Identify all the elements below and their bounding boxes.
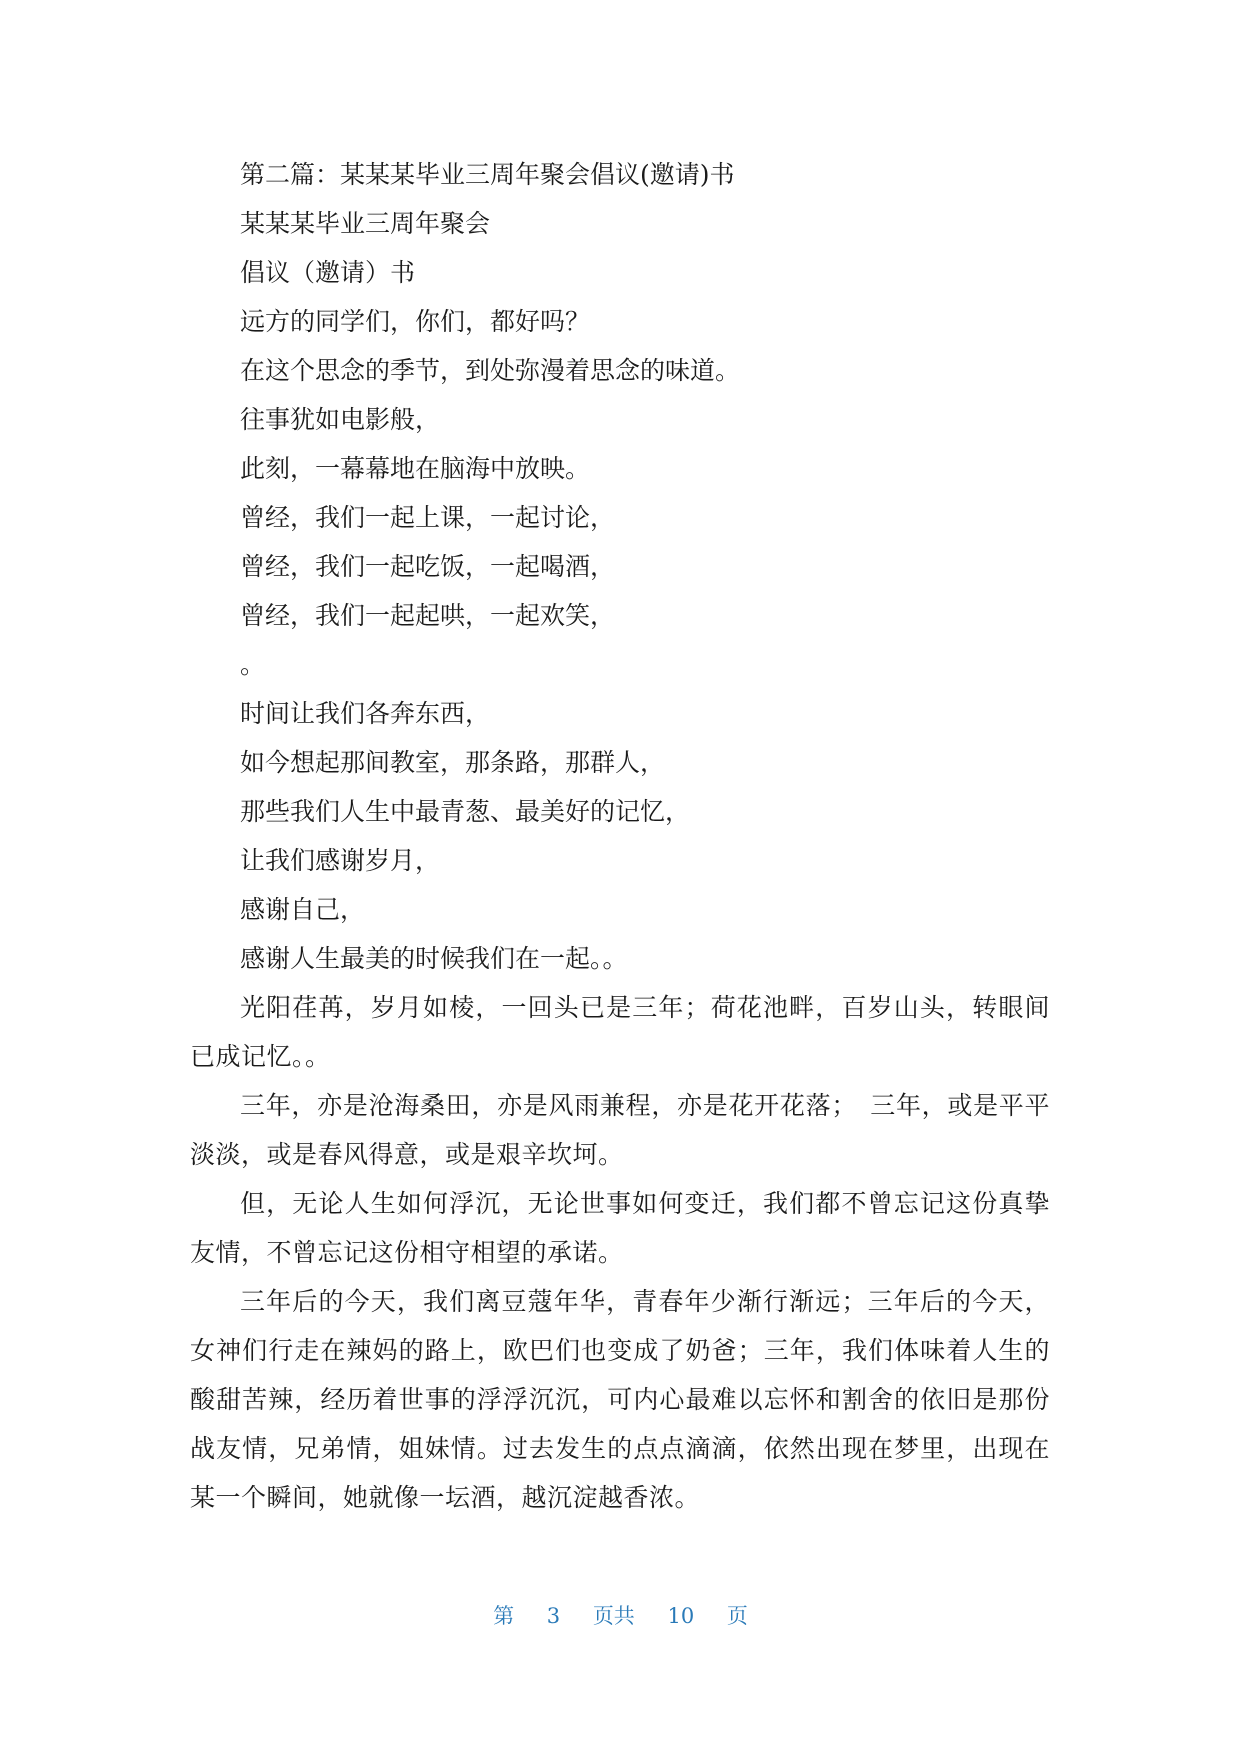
document-body: [190, 150, 1050, 1522]
text-line: 远方的同学们，你们，都好吗？: [240, 307, 591, 336]
page-footer: [0, 1600, 1241, 1630]
text-line: 往事犹如电影般，: [240, 405, 441, 434]
text-line: 那些我们人生中最青葱、最美好的记忆，: [240, 797, 691, 826]
text-line: 曾经，我们一起吃饭，一起喝酒，: [240, 552, 616, 581]
total-page-count: 10: [667, 1604, 695, 1628]
section-title: 第二篇：某某某毕业三周年聚会倡议(邀请)书: [240, 160, 735, 189]
footer-middle: 页共: [592, 1604, 635, 1628]
heading-line: 倡议（邀请）书: [240, 258, 416, 287]
text-line: 此刻，一幕幕地在脑海中放映。: [240, 454, 591, 483]
text-line: 曾经，我们一起起哄，一起欢笑，: [240, 601, 616, 630]
body-paragraph: 三年后的今天，我们离豆蔻年华，青春年少渐行渐远；三年后的今天，女神们行走在辣妈的路上，欧巴们也变成了奶爸；三年，我们体味着人生的酸甜苦辣，经历着世事的浮浮沉沉，可内心最难以忘怀和割舍的依旧是那份战友情，兄弟情，姐妹情。过去发生的点点滴滴，依然出现在梦里，出现在某一个瞬间，她就像一坛酒，越沉淀越香浓。: [190, 1287, 1050, 1512]
text-line: 感谢自己，: [240, 895, 366, 924]
text-line: 时间让我们各奔东西，: [240, 699, 491, 728]
current-page-number: 3: [546, 1604, 561, 1628]
text-line: 在这个思念的季节，到处弥漫着思念的味道。: [240, 356, 741, 385]
text-line: 让我们感谢岁月，: [240, 846, 441, 875]
body-paragraph: 但，无论人生如何浮沉，无论世事如何变迁，我们都不曾忘记这份真挚友情，不曾忘记这份相守相望的承诺。: [190, 1189, 1050, 1267]
heading-line: 某某某毕业三周年聚会: [240, 209, 491, 238]
text-line: 感谢人生最美的时候我们在一起。。: [240, 944, 628, 973]
text-line: 。: [240, 650, 266, 679]
footer-prefix: 第: [493, 1604, 515, 1628]
text-line: 如今想起那间教室，那条路，那群人，: [240, 748, 666, 777]
footer-suffix: 页: [726, 1604, 748, 1628]
text-line: 曾经，我们一起上课，一起讨论，: [240, 503, 616, 532]
body-paragraph: 光阳荏苒，岁月如棱，一回头已是三年；荷花池畔，百岁山头，转眼间已成记忆。。: [190, 993, 1050, 1071]
body-paragraph: 三年，亦是沧海桑田，亦是风雨兼程，亦是花开花落； 三年，或是平平淡淡，或是春风得意，或是艰辛坎坷。: [190, 1091, 1050, 1169]
